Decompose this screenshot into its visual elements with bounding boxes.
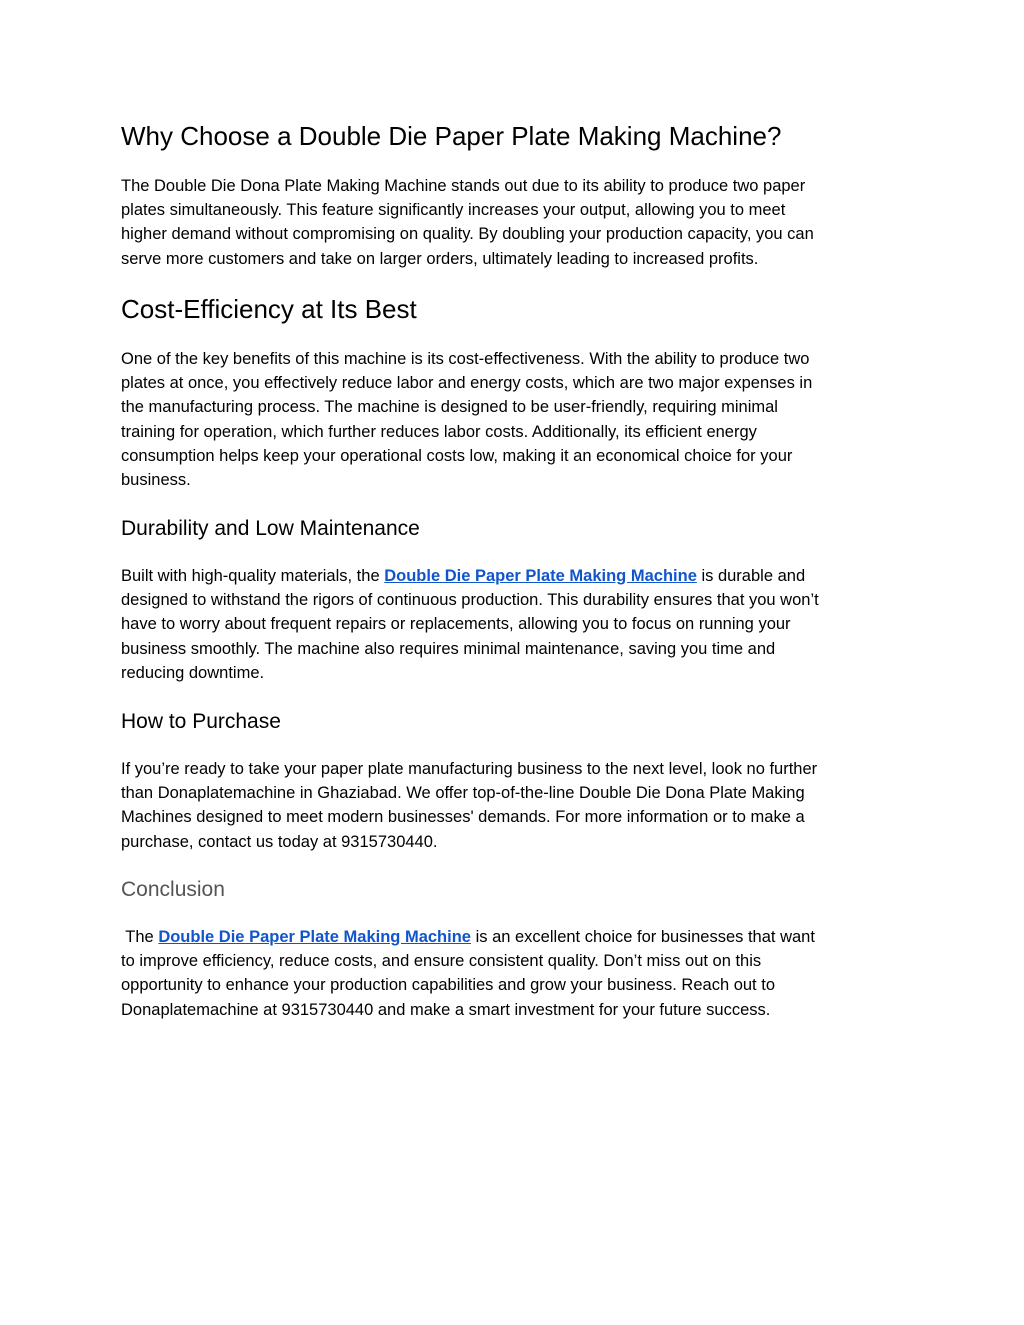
paragraph-line: designed to withstand the rigors of continuous production. This durability ensures that you won’t <box>121 591 819 610</box>
paragraph-line: One of the key benefits of this machine is its cost-effectiveness. With the ability to produce two <box>121 350 810 368</box>
paragraph-text: The <box>121 928 159 946</box>
paragraph-line: higher demand without compromising on quality. By doubling your production capacity, you can <box>121 225 814 244</box>
product-link[interactable]: Double Die Paper Plate Making Machine <box>384 567 697 585</box>
paragraph-line: Donaplatemachine at 9315730440 and make a smart investment for your future success. <box>121 1000 771 1019</box>
paragraph-intro <box>121 174 911 271</box>
paragraph-purchase <box>121 757 911 854</box>
paragraph-cost <box>121 347 911 492</box>
paragraph-line: If you’re ready to take your paper plate manufacturing business to the next level, look no further <box>121 760 818 778</box>
paragraph-durability <box>121 564 911 685</box>
paragraph-line: reducing downtime. <box>121 663 265 682</box>
paragraph-line: have to worry about frequent repairs or replacements, allowing you to focus on running your <box>121 615 791 634</box>
paragraph-text: is an excellent choice for businesses that want <box>470 928 815 946</box>
section-heading-cost-efficiency: Cost-Efficiency at Its Best <box>121 294 417 324</box>
section-heading-purchase: How to Purchase <box>121 710 281 733</box>
paragraph-line: than Donaplatemachine in Ghaziabad. We offer top-of-the-line Double Die Dona Plate Making <box>121 784 805 803</box>
paragraph-line: plates simultaneously. This feature significantly increases your output, allowing you to meet <box>121 201 786 220</box>
paragraph-line: business. <box>121 471 191 490</box>
paragraph-line: Machines designed to meet modern businesses' demands. For more information or to make a <box>121 808 805 827</box>
section-heading-why-choose: Why Choose a Double Die Paper Plate Making Machine? <box>121 121 782 151</box>
paragraph-line: purchase, contact us today at 9315730440. <box>121 832 438 851</box>
paragraph-line: opportunity to enhance your production capabilities and grow your business. Reach out to <box>121 976 775 995</box>
paragraph-line: business smoothly. The machine also requires minimal maintenance, saving you time and <box>121 639 776 658</box>
paragraph-line <box>121 925 911 949</box>
product-link[interactable]: Double Die Paper Plate Making Machine <box>158 928 471 946</box>
section-heading-conclusion: Conclusion <box>121 878 225 901</box>
paragraph-text: is durable and <box>696 567 806 585</box>
paragraph-text: Built with high-quality materials, the <box>121 567 385 585</box>
paragraph-line <box>121 564 911 588</box>
paragraph-line: plates at once, you effectively reduce labor and energy costs, which are two major expenses in <box>121 374 813 393</box>
paragraph-conclusion <box>121 925 911 1022</box>
paragraph-line: consumption helps keep your operational costs low, making it an economical choice for your <box>121 446 793 465</box>
paragraph-line: The Double Die Dona Plate Making Machine stands out due to its ability to produce two paper <box>121 177 806 195</box>
paragraph-line: the manufacturing process. The machine is designed to be user-friendly, requiring minimal <box>121 398 778 417</box>
paragraph-line: training for operation, which further reduces labor costs. Additionally, its efficient energy <box>121 422 757 441</box>
paragraph-line: to improve efficiency, reduce costs, and ensure consistent quality. Don’t miss out on this <box>121 952 762 971</box>
paragraph-line: serve more customers and take on larger orders, ultimately leading to increased profits. <box>121 249 759 268</box>
section-heading-durability: Durability and Low Maintenance <box>121 517 420 540</box>
